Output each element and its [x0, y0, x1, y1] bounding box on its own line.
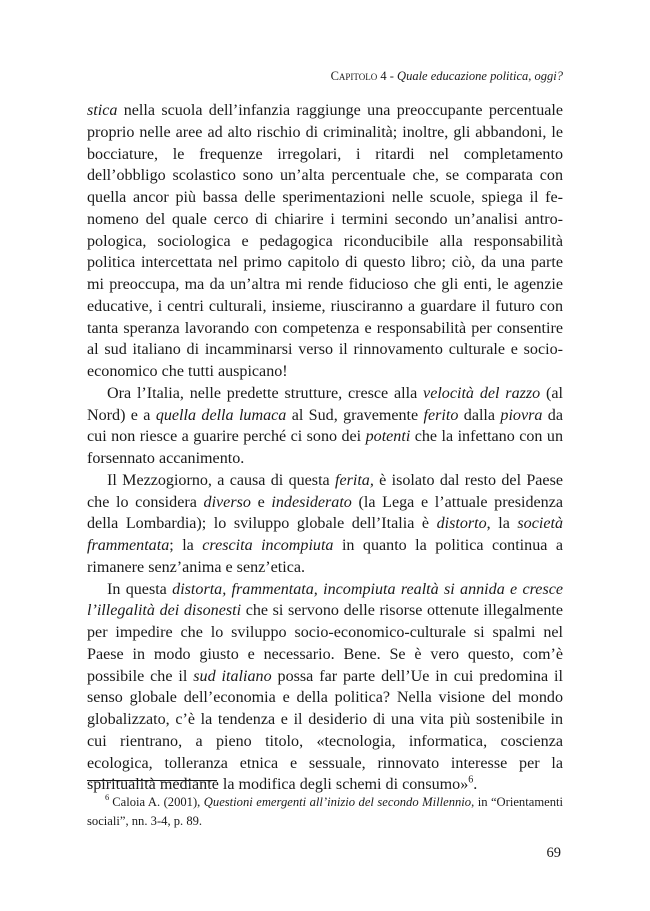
text-run: In questa [107, 580, 173, 598]
body-paragraph [87, 470, 563, 579]
chapter-title: Quale educazione politica, oggi? [397, 69, 563, 83]
italic-text-run: ferito [423, 406, 459, 424]
italic-text-run: società frammentata [87, 515, 563, 554]
text-run: è isolato dal resto del Paese che lo considera [87, 471, 563, 511]
text-run: possa far parte dell’Ue in cui predomina il senso globale dell’economia e della politica? Nella visione del mondo globalizzato, c’è la tendenza e il desiderio di una vita più sostenibile in cui rientrano, a pieno titolo, «tecnologia, informatica, coscienza ecologica, tolleranza etnica e sessuale, rinnovato interesse per la spiritualità mediante la modifica degli schemi di consumo» [87, 667, 563, 794]
italic-text-run: distorto [436, 515, 487, 533]
header-separator: - [386, 69, 398, 83]
italic-text-run: ferita, [334, 471, 374, 489]
text-run: al Sud, gravemente [286, 406, 424, 424]
chapter-label: Capitolo 4 [330, 69, 387, 83]
text-run: da cui non riesce a guarire perché ci sono dei [87, 406, 563, 446]
running-header [331, 69, 563, 84]
body-paragraph [87, 383, 563, 470]
text-run: , la [486, 515, 518, 533]
text-run: ; la [169, 537, 203, 554]
italic-text-run: sud italiano [193, 667, 272, 685]
italic-text-run: diverso [203, 493, 251, 511]
text-run: (al Nord) e a [87, 384, 564, 424]
body-paragraph [87, 100, 563, 383]
italic-text-run: distorta, frammentata, incompiuta realtà si annida e cresce l’illegalità dei disonesti [87, 580, 563, 620]
text-run: nella scuola dell’infanzia raggiunge una preoccupante percentuale proprio nelle aree ad alto rischio di criminalità; inoltre, gli abbandoni, le bocciature, le frequenze irregolari, i ritardi nel completamento dell’obbligo scolastico sono un’alta percentuale che, se comparata con quella ancor più bassa delle sperimentazioni nelle scuole, spiega il fenomeno del quale cerco di chiarire i termini secondo un’analisi antropologica, sociologica e pedagogica riconducibile alla responsabilità politica intercettata nel primo capitolo di questo libro; ciò, da una parte mi preoccupa, ma da un’altra mi rende fiducioso che gli enti, le agenzie educative, i centri culturali, insieme, riusciranno a guardare il futuro con tanta speranza lavorando con competenza e responsabilità per consentire al sud italiano di incamminarsi verso il rinnovamento culturale e socio-economico che tutti auspicano! [87, 102, 563, 380]
italic-text-run: stica [87, 102, 118, 119]
footnote-number: 6 [105, 792, 110, 802]
page-number: 69 [546, 845, 561, 861]
body-text [87, 100, 563, 796]
text-run: . [473, 776, 478, 794]
italic-text-run: velocità del razzo [423, 384, 541, 402]
footnote-reference: 6 [468, 774, 474, 786]
text-run: Ora l’Italia, nelle predette strutture, cresce alla [107, 384, 424, 402]
text-run: Caloia A. (2001), [112, 795, 204, 809]
text-run: (la Lega e l’attuale presidenza della Lombardia); lo sviluppo globale dell’Italia è [87, 493, 563, 533]
italic-text-run: crescita incompiuta [202, 537, 334, 554]
footnote-rule [87, 780, 217, 781]
text-run: dalla [458, 406, 501, 424]
text-run: Il Mezzogiorno, a causa di questa [107, 471, 335, 489]
italic-text-run: potenti [365, 428, 411, 446]
text-run: in quanto la politica continua a rimanere senz’anima e senz’etica. [87, 537, 563, 576]
footnote [87, 793, 563, 831]
text-run: che si servono delle risorse ottenute illegalmente per impedire che lo sviluppo socio-economico-culturale si spalmi nel Paese in modo giusto e necessario. Bene. Se è vero questo, com’è possibile che il [87, 602, 564, 685]
italic-text-run: piovra [500, 406, 543, 424]
text-run: e [250, 493, 272, 511]
text-run: , in “Orientamenti sociali”, nn. 3-4, p. 89. [87, 795, 563, 828]
italic-text-run: indesiderato [271, 493, 352, 511]
text-run: che la infettano con un forsennato accanimento. [87, 428, 563, 467]
italic-text-run: Questioni emergenti all’inizio del secondo Millennio [203, 795, 472, 809]
italic-text-run: quella della lumaca [155, 406, 287, 424]
body-paragraph [87, 579, 563, 797]
